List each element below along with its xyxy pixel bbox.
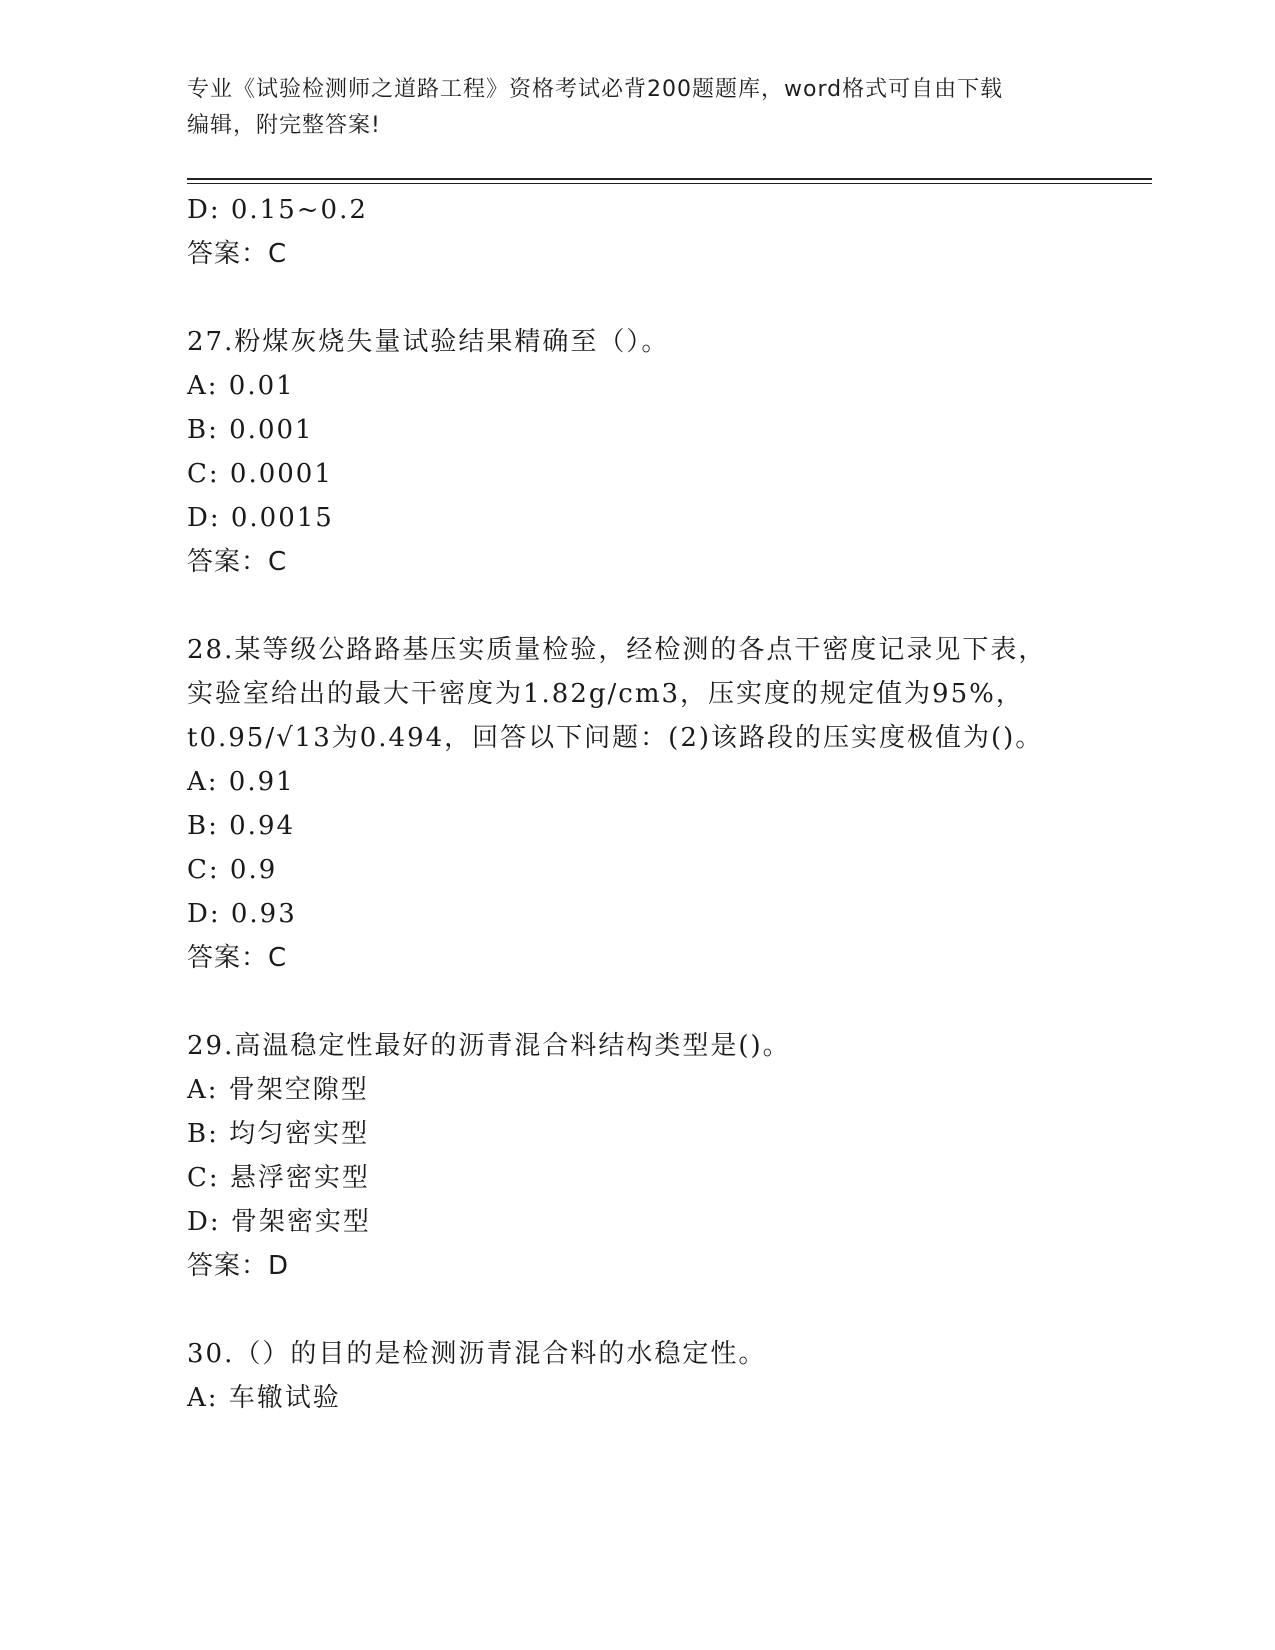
answer-line: 答案：C <box>187 547 288 577</box>
option-line: A: 0.91 <box>187 767 295 797</box>
option-line: D: 骨架密实型 <box>187 1207 371 1237</box>
option-line: D: 0.0015 <box>187 503 334 533</box>
header-title-line-2: 编辑，附完整答案! <box>187 113 381 138</box>
answer-line: 答案：C <box>187 943 288 973</box>
header-divider-thin <box>187 183 1152 184</box>
question-27: 27.粉煤灰烧失量试验结果精确至（）。 <box>187 327 670 357</box>
option-line: B: 均匀密实型 <box>187 1119 370 1149</box>
header-divider-thick <box>187 178 1152 180</box>
question-28-cont: t0.95/√13为0.494，回答以下问题：(2)该路段的压实度极值为()。 <box>187 723 1044 753</box>
answer-line: 答案：D <box>187 1251 290 1281</box>
option-line: B: 0.94 <box>187 811 296 841</box>
option-line: A: 骨架空隙型 <box>187 1075 369 1105</box>
header-title-line-1: 专业《试验检测师之道路工程》资格考试必背200题题库，word格式可自由下载 <box>187 77 1004 102</box>
question-30: 30.（）的目的是检测沥青混合料的水稳定性。 <box>187 1339 767 1369</box>
option-line: D: 0.93 <box>187 899 297 929</box>
option-line: C: 0.0001 <box>187 459 333 489</box>
answer-line: 答案：C <box>187 239 288 269</box>
option-line: D: 0.15~0.2 <box>187 195 368 225</box>
question-29: 29.高温稳定性最好的沥青混合料结构类型是()。 <box>187 1031 791 1061</box>
option-line: A: 车辙试验 <box>187 1383 341 1413</box>
option-line: C: 悬浮密实型 <box>187 1163 370 1193</box>
question-28: 28.某等级公路路基压实质量检验，经检测的各点干密度记录见下表， <box>187 635 1047 665</box>
question-28-cont: 实验室给出的最大干密度为1.82g/cm3，压实度的规定值为95%， <box>187 679 1024 709</box>
option-line: B: 0.001 <box>187 415 314 445</box>
option-line: A: 0.01 <box>187 371 295 401</box>
document-header <box>187 72 1087 144</box>
option-line: C: 0.9 <box>187 855 278 885</box>
